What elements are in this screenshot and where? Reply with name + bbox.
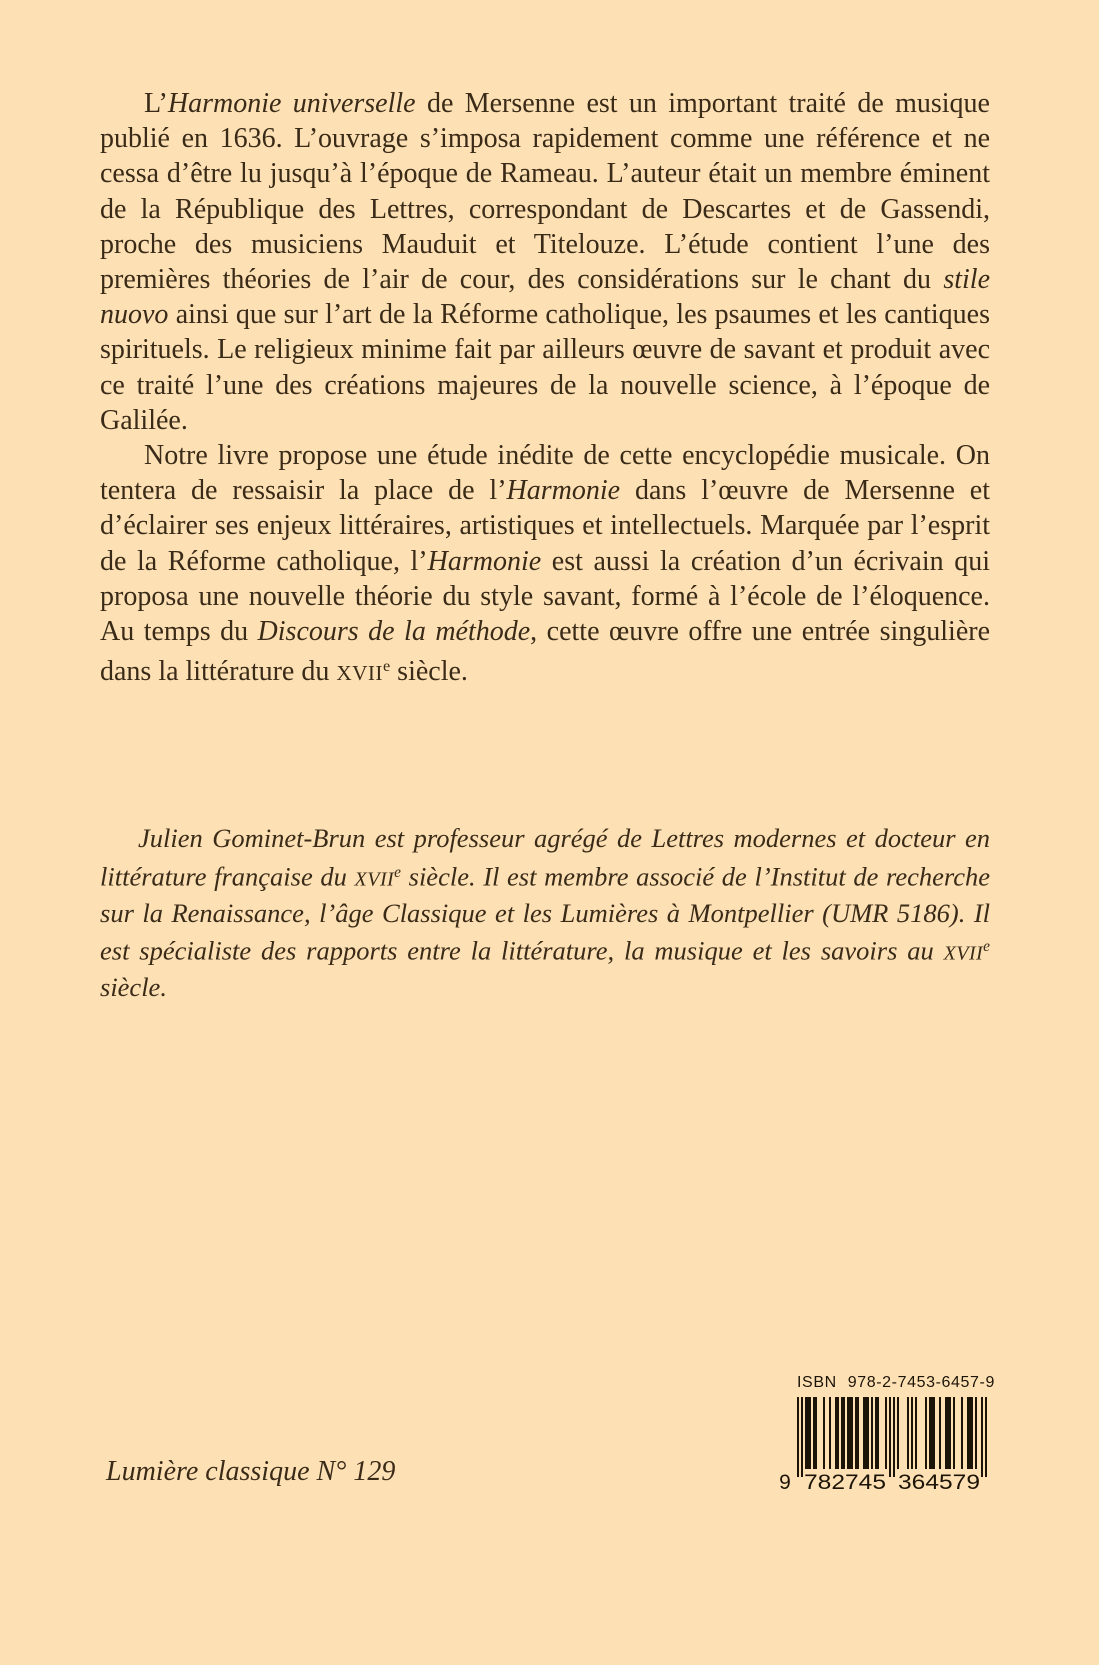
text-segment: e: [382, 657, 391, 676]
barcode-bar: [807, 1397, 809, 1469]
text-segment: de Mersenne est un important traité de musique publié en 1636. L’ouvrage s’imposa rapidement comme une référence et ne cessa d’être lu jusqu’à l’époque de Rameau. L’auteur était un membre éminent de la République des Lettres, correspondant de Descartes et de Gassendi, proche des musiciens Mauduit et Titelouze. L’étude contient l’une des premières théories de l’air de cour, des considérations sur le chant du: [100, 88, 990, 296]
barcode-bar: [949, 1397, 951, 1469]
barcode-bar: [907, 1397, 909, 1469]
barcode-bar: [885, 1397, 887, 1469]
barcode-bar: [837, 1397, 839, 1469]
barcode-bar: [961, 1397, 963, 1469]
text-segment: e: [394, 863, 401, 881]
barcode-bar: [925, 1397, 927, 1469]
collection-label: Lumière classique N° 129: [106, 1456, 396, 1487]
barcode-bar: [985, 1397, 987, 1477]
text-segment: ainsi que sur l’art de la Réforme catholique, les psaumes et les cantiques spirituels. Le religieux minime fait par ailleurs œuvre de savant et produit avec ce traité l’une des créations majeures de la nouvelle science, à l’époque de Galilée.: [100, 299, 990, 436]
barcode-bar: [841, 1397, 843, 1469]
barcode-bar: [863, 1397, 865, 1469]
barcode-bar: [851, 1397, 853, 1469]
text-segment: XVII: [943, 942, 984, 965]
barcode-bar: [813, 1397, 815, 1469]
barcode-bar: [931, 1397, 933, 1469]
barcode-bar: [929, 1397, 931, 1469]
barcode-bar: [809, 1397, 811, 1469]
isbn-number: 978-2-7453-6457-9: [847, 1374, 995, 1391]
barcode-bar: [843, 1397, 845, 1469]
barcode-bar: [847, 1397, 849, 1469]
isbn-line: [777, 1374, 993, 1392]
barcode-bar: [893, 1397, 895, 1477]
text-segment: dans l’œuvre de Mersenne et d’éclairer ses enjeux littéraires, artistiques et intellectuels. Marquée par l’esprit de la Réforme catholique, l’: [100, 475, 990, 577]
ean-barcode: [777, 1395, 993, 1491]
barcode-bar: [875, 1397, 877, 1469]
barcode-digits: 782745: [804, 1471, 886, 1491]
text-segment: Harmonie: [506, 475, 621, 507]
text-segment: XVII: [354, 868, 395, 891]
barcode-bar: [835, 1397, 837, 1469]
synopsis-paragraph: [100, 86, 990, 438]
isbn-block: [777, 1374, 993, 1491]
barcode-bar: [897, 1397, 899, 1469]
barcode-bar: [967, 1397, 969, 1469]
barcode-bar: [889, 1397, 891, 1477]
text-segment: L’: [144, 88, 168, 119]
barcode-bar: [823, 1397, 825, 1469]
barcode-bar: [849, 1397, 851, 1469]
text-segment: est aussi la création d’un écrivain qui proposa une nouvelle théorie du style savant, formé à l’école de l’éloquence. Au temps du: [100, 545, 990, 648]
barcode-bar: [829, 1397, 831, 1469]
text-segment: siècle.: [100, 972, 167, 1003]
barcode-bar: [877, 1397, 879, 1469]
text-segment: e: [983, 938, 990, 956]
barcode-bar: [975, 1397, 977, 1469]
text-segment: stile nuovo: [100, 264, 990, 331]
barcode-digits: 364579: [898, 1471, 980, 1491]
barcode-bar: [871, 1397, 873, 1469]
barcode-bar: [867, 1397, 869, 1469]
barcode-bar: [969, 1397, 971, 1469]
text-segment: Harmonie: [427, 545, 542, 577]
barcode-bar: [865, 1397, 867, 1469]
barcode-bar: [801, 1397, 803, 1477]
barcode-bar: [805, 1397, 807, 1469]
barcode-bar: [981, 1397, 983, 1477]
barcode-bar: [915, 1397, 917, 1469]
barcode-bar: [953, 1397, 955, 1469]
barcode-bar: [815, 1397, 817, 1469]
text-segment: Julien Gominet-Brun est professeur agrégé de Lettres modernes et docteur en littérature française du: [100, 823, 990, 892]
text-segment: , cette œuvre offre une entrée singulière dans la littérature du: [100, 616, 990, 688]
isbn-label: ISBN: [797, 1374, 837, 1391]
author-bio: [100, 822, 990, 1005]
text-segment: XVII: [336, 661, 383, 686]
barcode-bar: [947, 1397, 949, 1469]
barcode-bar: [911, 1397, 913, 1469]
text-segment: Harmonie universelle: [167, 88, 416, 119]
text-segment: Discours de la méthode: [257, 616, 531, 648]
barcode-bar: [857, 1397, 859, 1469]
text-segment: siècle. Il est membre associé de l’Institut de recherche sur la Renaissance, l’âge Classique et les Lumières à Montpellier (UMR 5186). Il est spécialiste des rapports entre la littérature, la musique et les savoirs au: [100, 861, 991, 966]
synopsis: [100, 86, 990, 691]
barcode-bar: [933, 1397, 935, 1469]
barcode-bar: [971, 1397, 973, 1469]
barcode-digits: 9: [779, 1471, 791, 1491]
barcode-bar: [939, 1397, 941, 1469]
text-segment: Notre livre propose une étude inédite de cette encyclopédie musicale. On tentera de ressaisir la place de l’: [100, 440, 990, 507]
barcode-bar: [797, 1397, 799, 1477]
synopsis-paragraph: [100, 438, 990, 691]
text-segment: siècle.: [390, 656, 468, 688]
barcode-bar: [945, 1397, 947, 1469]
barcode-bar: [855, 1397, 857, 1469]
